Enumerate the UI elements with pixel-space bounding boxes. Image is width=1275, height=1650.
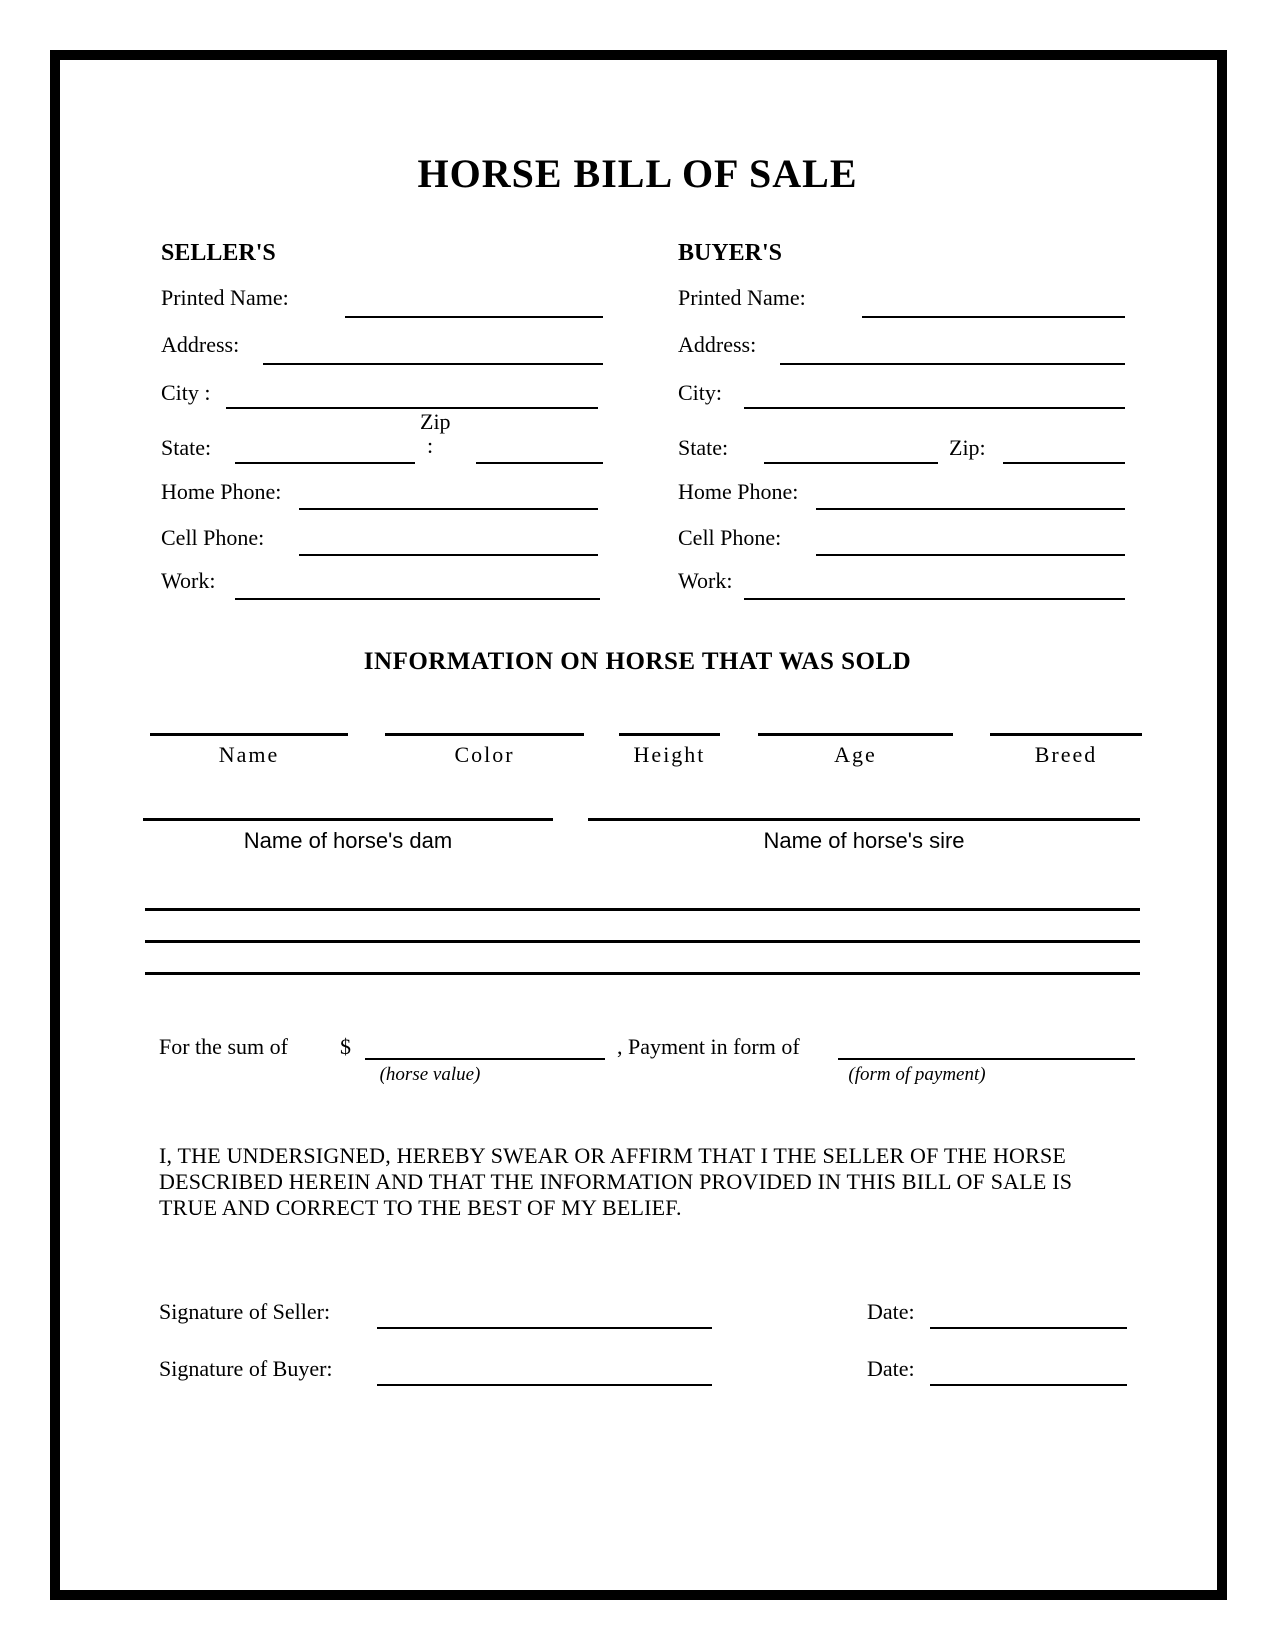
horse-age-column-label: Age: [834, 742, 877, 767]
seller-state-field[interactable]: [235, 462, 415, 464]
seller-section-heading: SELLER'S: [161, 240, 276, 266]
description-line-1[interactable]: [145, 908, 1140, 911]
horse-dam-field[interactable]: [143, 818, 553, 821]
payment-form-caption: (form of payment): [848, 1064, 986, 1085]
horse-sire-field[interactable]: [588, 818, 1140, 821]
payment-form-label: , Payment in form of: [617, 1034, 800, 1059]
buyer-city-field[interactable]: [744, 407, 1125, 409]
buyer-state-label: State:: [678, 435, 729, 460]
seller-state-label: State:: [161, 435, 212, 460]
affirmation-line-1: I, THE UNDERSIGNED, HEREBY SWEAR OR AFFIRM THAT I THE SELLER OF THE HORSE: [159, 1143, 1067, 1168]
horse-breed-column-label: Breed: [1034, 742, 1098, 767]
seller-printed-name-field[interactable]: [345, 316, 603, 318]
buyer-signature-label: Signature of Buyer:: [159, 1356, 333, 1381]
horse-value-caption: (horse value): [379, 1064, 481, 1085]
horse-name-field[interactable]: [150, 733, 348, 736]
buyer-state-field[interactable]: [764, 462, 938, 464]
page-title: HORSE BILL OF SALE: [417, 151, 858, 196]
buyer-date-field[interactable]: [930, 1384, 1127, 1386]
horse-color-column-label: Color: [454, 742, 515, 767]
affirmation-line-2: DESCRIBED HEREIN AND THAT THE INFORMATION PROVIDED IN THIS BILL OF SALE IS: [159, 1169, 1073, 1194]
seller-address-label: Address:: [161, 332, 240, 357]
seller-signature-label: Signature of Seller:: [159, 1299, 331, 1324]
buyer-address-field[interactable]: [780, 363, 1125, 365]
seller-zip-colon: :: [427, 433, 434, 458]
seller-date-field[interactable]: [930, 1327, 1127, 1329]
buyer-home-phone-label: Home Phone:: [678, 479, 799, 504]
buyer-address-label: Address:: [678, 332, 757, 357]
sum-label: For the sum of: [159, 1034, 288, 1059]
dollar-sign: $: [340, 1034, 351, 1059]
description-line-2[interactable]: [145, 940, 1140, 943]
buyer-printed-name-label: Printed Name:: [678, 285, 806, 310]
seller-work-field[interactable]: [235, 598, 600, 600]
buyer-section-heading: BUYER'S: [678, 240, 783, 266]
horse-section-heading: INFORMATION ON HORSE THAT WAS SOLD: [363, 648, 912, 675]
buyer-work-label: Work:: [678, 568, 733, 593]
seller-home-phone-label: Home Phone:: [161, 479, 282, 504]
seller-city-label: City :: [161, 380, 211, 405]
seller-zip-field[interactable]: [476, 462, 603, 464]
affirmation-line-3: TRUE AND CORRECT TO THE BEST OF MY BELIEF.: [159, 1195, 682, 1220]
buyer-city-label: City:: [678, 380, 723, 405]
buyer-zip-label: Zip:: [949, 435, 986, 460]
seller-home-phone-field[interactable]: [299, 508, 598, 510]
horse-height-column-label: Height: [633, 742, 706, 767]
horse-dam-label: Name of horse's dam: [243, 828, 453, 853]
horse-sire-label: Name of horse's sire: [763, 828, 965, 853]
buyer-work-field[interactable]: [744, 598, 1125, 600]
horse-height-field[interactable]: [619, 733, 720, 736]
seller-date-label: Date:: [867, 1299, 915, 1324]
horse-color-field[interactable]: [385, 733, 584, 736]
buyer-cell-phone-field[interactable]: [816, 554, 1125, 556]
buyer-cell-phone-label: Cell Phone:: [678, 525, 782, 550]
horse-value-field[interactable]: [365, 1058, 605, 1060]
seller-signature-field[interactable]: [377, 1327, 712, 1329]
seller-printed-name-label: Printed Name:: [161, 285, 289, 310]
payment-form-field[interactable]: [838, 1058, 1135, 1060]
horse-age-field[interactable]: [758, 733, 953, 736]
seller-city-field[interactable]: [226, 407, 598, 409]
buyer-home-phone-field[interactable]: [816, 508, 1125, 510]
seller-work-label: Work:: [161, 568, 216, 593]
seller-zip-word: Zip: [420, 409, 451, 434]
seller-address-field[interactable]: [263, 363, 603, 365]
buyer-date-label: Date:: [867, 1356, 915, 1381]
buyer-printed-name-field[interactable]: [862, 316, 1125, 318]
buyer-signature-field[interactable]: [377, 1384, 712, 1386]
seller-cell-phone-label: Cell Phone:: [161, 525, 265, 550]
description-line-3[interactable]: [145, 972, 1140, 975]
buyer-zip-field[interactable]: [1003, 462, 1125, 464]
seller-cell-phone-field[interactable]: [299, 554, 598, 556]
horse-name-column-label: Name: [218, 742, 280, 767]
horse-breed-field[interactable]: [990, 733, 1142, 736]
